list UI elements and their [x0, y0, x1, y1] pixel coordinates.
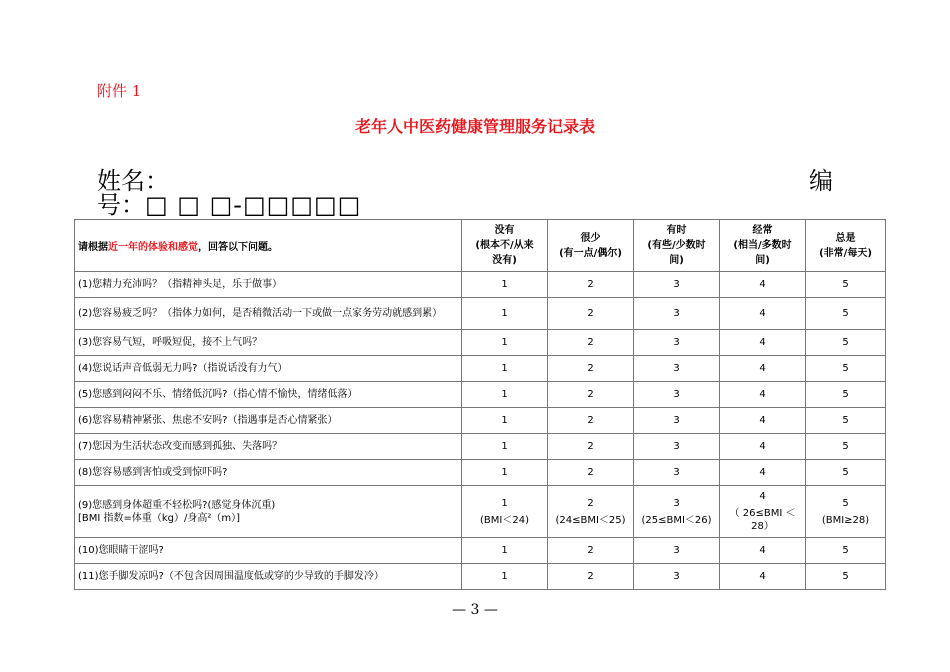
score-cell [806, 564, 886, 590]
table-header-row [75, 220, 886, 272]
number-field [97, 191, 361, 219]
table-row [75, 382, 886, 408]
score-value: 5 [842, 545, 849, 556]
score-value: 1 [501, 545, 508, 556]
score-cell [634, 272, 720, 298]
score-cell [548, 298, 634, 330]
score-cell [720, 272, 806, 298]
score-value: 5 [842, 389, 849, 400]
score-value: 1 [501, 441, 508, 452]
option-header-never: 没有 (根本不/从来 没有) [462, 220, 548, 272]
question-text: (3)您容易气短，呼吸短促，接不上气吗？ [78, 337, 263, 348]
score-value: 4 [759, 491, 766, 502]
question-text: (4)您说话声音低弱无力吗?（指说话没有力气） [78, 363, 288, 374]
table-row [75, 538, 886, 564]
score-value: 3 [673, 571, 680, 582]
score-value: 4 [759, 467, 766, 478]
score-cell [548, 382, 634, 408]
score-value: 3 [673, 279, 680, 290]
attachment-label: 附件 1 [97, 82, 142, 100]
question-cell [75, 356, 462, 382]
score-value: 2 [587, 467, 594, 478]
score-cell [634, 356, 720, 382]
score-cell [806, 298, 886, 330]
question-cell [75, 382, 462, 408]
question-text: (8)您容易感到害怕或受到惊吓吗? [78, 467, 228, 478]
score-value: 5 [842, 415, 849, 426]
question-cell [75, 272, 462, 298]
score-value: 1 [501, 363, 508, 374]
question-cell [75, 460, 462, 486]
score-value: 2 [587, 571, 594, 582]
score-cell [720, 408, 806, 434]
score-cell [634, 564, 720, 590]
table-row [75, 460, 886, 486]
score-value: 1 [501, 279, 508, 290]
score-cell [548, 272, 634, 298]
question-text: (6)您容易精神紧张、焦虑不安吗?（指遇事是否心情紧张） [78, 415, 338, 426]
score-cell [806, 272, 886, 298]
score-cell [548, 356, 634, 382]
score-cell [462, 272, 548, 298]
question-cell [75, 538, 462, 564]
score-value: 2 [587, 363, 594, 374]
score-cell [720, 330, 806, 356]
score-cell [634, 330, 720, 356]
page-number: — 3 — [452, 602, 498, 618]
score-cell [806, 408, 886, 434]
score-cell [548, 538, 634, 564]
score-value: 4 [759, 571, 766, 582]
score-cell [634, 408, 720, 434]
score-value: 4 [759, 415, 766, 426]
score-cell [462, 330, 548, 356]
table-row [75, 330, 886, 356]
score-value: 2 [587, 308, 594, 319]
score-cell [462, 356, 548, 382]
question-text: (2)您容易疲乏吗？（指体力如何，是否稍微活动一下或做一点家务劳动就感到累） [78, 308, 443, 319]
score-cell [462, 382, 548, 408]
score-cell [548, 486, 634, 538]
document-title: 老年人中医药健康管理服务记录表 [354, 117, 595, 136]
table-row [75, 408, 886, 434]
score-cell [806, 460, 886, 486]
table-row [75, 486, 886, 538]
score-value: 3 [673, 389, 680, 400]
score-value: 5 [842, 441, 849, 452]
score-value: 1 [501, 415, 508, 426]
bmi-range: (BMI＜24) [480, 514, 529, 526]
option-header-sometimes: 有时 (有些/少数时 间) [634, 220, 720, 272]
number-boxes: □ □ □-□□□□□ [145, 191, 362, 219]
score-value: 3 [673, 497, 680, 509]
score-cell [462, 460, 548, 486]
table-row [75, 298, 886, 330]
score-value: 4 [759, 279, 766, 290]
score-value: 2 [587, 545, 594, 556]
question-cell [75, 330, 462, 356]
score-cell [548, 434, 634, 460]
score-cell [548, 564, 634, 590]
score-value: 5 [842, 279, 849, 290]
score-cell [462, 434, 548, 460]
score-cell [720, 434, 806, 460]
score-value: 4 [759, 308, 766, 319]
score-cell [720, 356, 806, 382]
score-value: 4 [759, 441, 766, 452]
score-value: 3 [673, 415, 680, 426]
score-cell [548, 330, 634, 356]
score-value: 1 [501, 337, 508, 348]
score-value: 3 [673, 467, 680, 478]
option-header-rarely: 很少 (有一点/偶尔) [548, 220, 634, 272]
score-value: 3 [673, 545, 680, 556]
score-cell [462, 486, 548, 538]
score-value: 2 [587, 441, 594, 452]
score-value: 3 [673, 363, 680, 374]
score-value: 5 [842, 308, 849, 319]
score-cell [634, 460, 720, 486]
question-note: [BMI 指数=体重（kg）/身高²（m）] [78, 512, 241, 524]
score-value: 2 [587, 337, 594, 348]
option-header-always: 总是 (非常/每天) [806, 220, 886, 272]
score-cell [806, 356, 886, 382]
question-cell [75, 564, 462, 590]
score-value: 5 [842, 467, 849, 478]
score-cell [720, 382, 806, 408]
question-text: (11)您手脚发凉吗?（不包含因周围温度低或穿的少导致的手脚发冷） [78, 571, 384, 582]
score-value: 1 [501, 571, 508, 582]
record-table [74, 219, 886, 590]
score-cell [806, 330, 886, 356]
score-value: 2 [587, 389, 594, 400]
score-value: 2 [587, 497, 594, 509]
table-row [75, 434, 886, 460]
option-header-often: 经常 (相当/多数时 间) [720, 220, 806, 272]
question-cell [75, 486, 462, 538]
score-cell [634, 538, 720, 564]
score-value: 5 [842, 497, 849, 509]
score-value: 3 [673, 441, 680, 452]
name-field-label: 姓名： [97, 167, 169, 195]
question-text: (5)您感到闷闷不乐、情绪低沉吗?（指心情不愉快，情绪低落） [78, 389, 358, 400]
score-value: 3 [673, 308, 680, 319]
score-cell [806, 538, 886, 564]
bmi-range: (24≤BMI＜25) [555, 514, 626, 526]
score-value: 4 [759, 389, 766, 400]
score-value: 4 [759, 545, 766, 556]
bmi-range: (25≤BMI＜26) [641, 514, 712, 526]
score-value: 5 [842, 363, 849, 374]
score-value: 2 [587, 279, 594, 290]
score-cell [720, 564, 806, 590]
number-label-end: 号： [97, 191, 145, 219]
score-value: 1 [501, 308, 508, 319]
score-cell [634, 382, 720, 408]
score-cell [462, 538, 548, 564]
question-cell [75, 408, 462, 434]
question-text: (10)您眼睛干涩吗? [78, 545, 164, 556]
bmi-range: （ 26≤BMI ＜ 28） [729, 508, 796, 532]
bmi-range: (BMI≥28) [821, 514, 870, 526]
table-row [75, 272, 886, 298]
score-cell [462, 298, 548, 330]
score-cell [548, 460, 634, 486]
score-cell [634, 298, 720, 330]
question-prompt: 请根据近一年的体验和感觉，回答以下问题。 [75, 220, 462, 272]
score-value: 2 [587, 415, 594, 426]
score-value: 1 [501, 467, 508, 478]
score-cell [548, 408, 634, 434]
question-text: (7)您因为生活状态改变而感到孤独、失落吗？ [78, 441, 283, 452]
score-cell [720, 538, 806, 564]
score-cell [462, 408, 548, 434]
table-row [75, 564, 886, 590]
question-cell [75, 298, 462, 330]
question-text: (9)您感到身体超重不轻松吗?(感觉身体沉重) [78, 499, 276, 511]
score-value: 3 [673, 337, 680, 348]
score-value: 5 [842, 571, 849, 582]
score-cell [806, 382, 886, 408]
score-value: 1 [501, 389, 508, 400]
question-cell [75, 434, 462, 460]
question-text: (1)您精力充沛吗？（指精神头足，乐于做事） [78, 279, 283, 290]
score-cell [720, 486, 806, 538]
score-cell [806, 434, 886, 460]
score-cell [634, 434, 720, 460]
score-cell [720, 298, 806, 330]
score-cell [462, 564, 548, 590]
score-value: 4 [759, 363, 766, 374]
score-value: 1 [501, 497, 508, 509]
score-value: 4 [759, 337, 766, 348]
score-cell [806, 486, 886, 538]
number-label-start: 编 [809, 167, 833, 195]
score-cell [634, 486, 720, 538]
score-cell [720, 460, 806, 486]
score-value: 5 [842, 337, 849, 348]
table-row [75, 356, 886, 382]
